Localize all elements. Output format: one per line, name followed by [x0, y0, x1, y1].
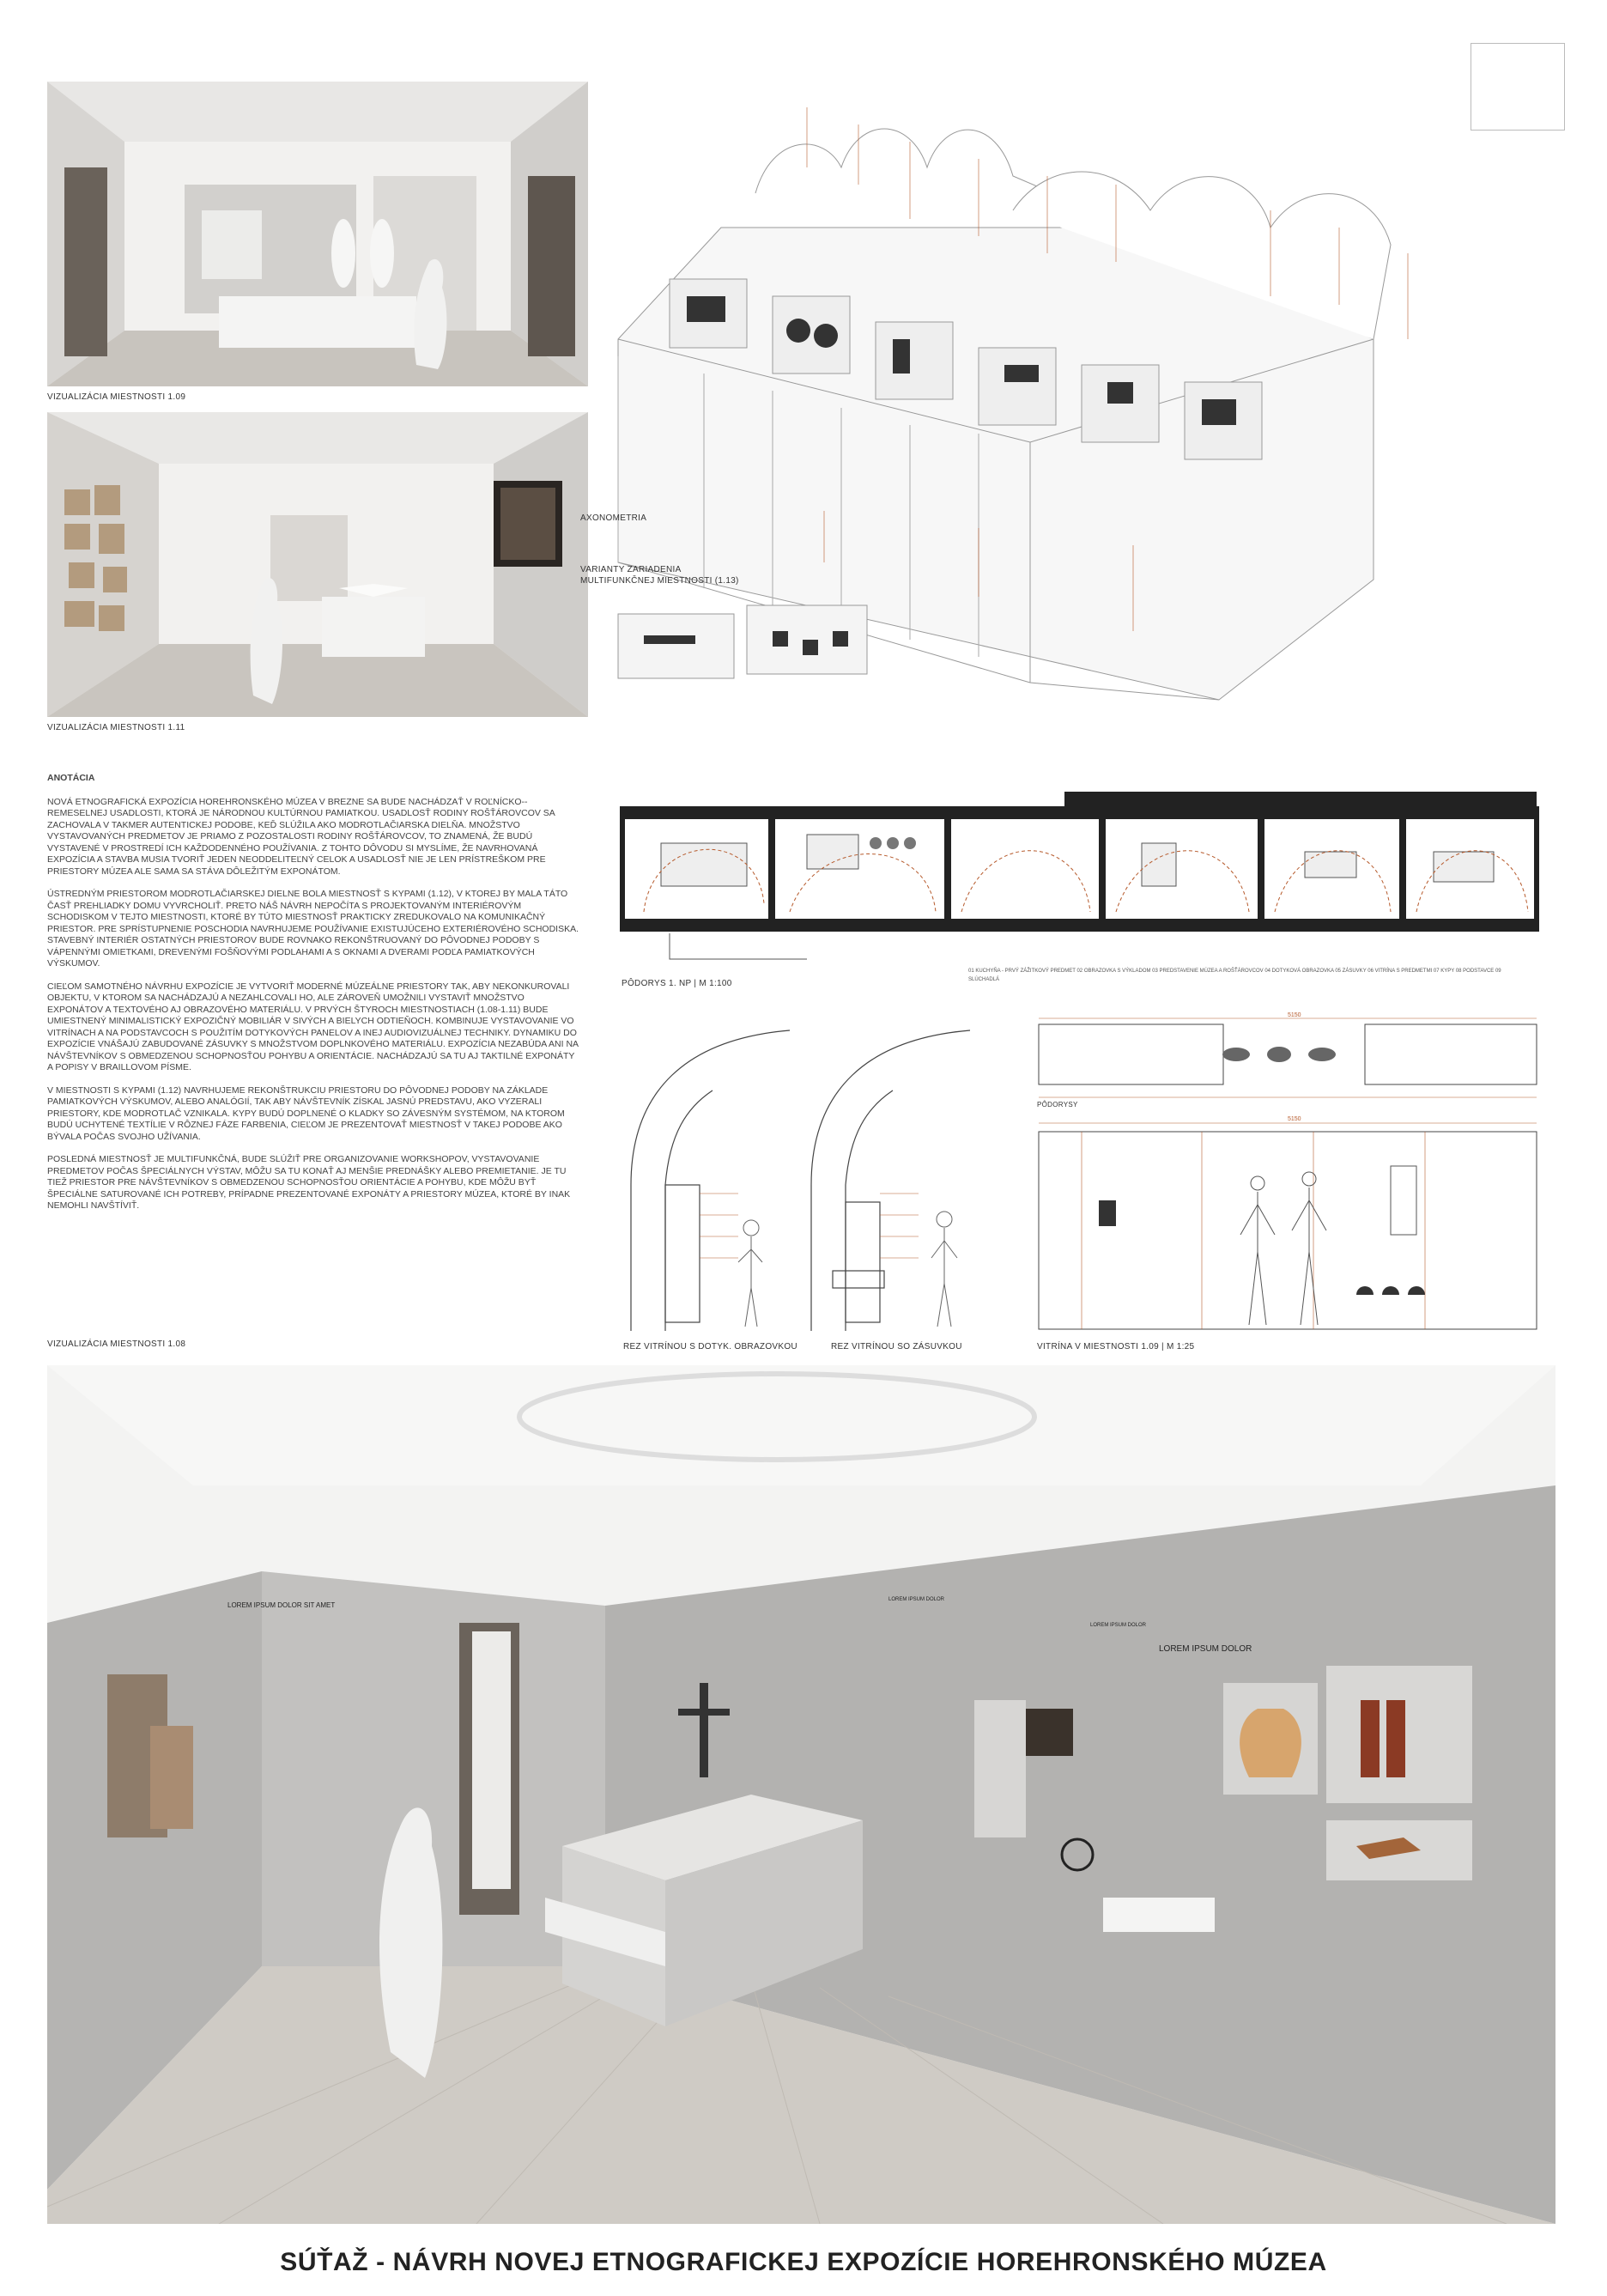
render-room-1-11 [47, 412, 588, 717]
render-room-1-09 [47, 82, 588, 386]
caption-viz-111: VIZUALIZÁCIA MIESTNOSTI 1.11 [47, 723, 185, 732]
vitrine-detail [1030, 1011, 1545, 1338]
poster-title: SÚŤAŽ - NÁVRH NOVEJ ETNOGRAFICKEJ EXPOZÍCIE HOREHRONSKÉHO MÚZEA [280, 2248, 1327, 2276]
anotacia-paragraph: NOVÁ ETNOGRAFICKÁ EXPOZÍCIA HOREHRONSKÉHO MÚZEA V BREZNE SA BUDE NACHÁDZAŤ V ROĽNÍCKO--REMESELNEJ USADLOSTI, KTORÁ JE NÁRODNOU KULTÚRNOU PAMIATKOU. USADLOSŤ RODINY ROŠŤÁROVCOV SA ZACHOVALA V TAKMER AUTENTICKEJ PODOBE, KEĎ SLÚŽILA AKO MODROTLAČIARSKA DIELŇA. MNOŽSTVO VYSTAVOVANÝCH PREDMETOV JE PRIAMO Z POZOSTALOSTI RODINY ROŠŤÁROVCOV, TO ZNAMENÁ, ŽE BUDÚ VYSTAVENÉ V PROSTREDÍ ICH KAŽDODENNÉHO POUŽÍVANIA. Z TOHTO DÔVODU SI MYSLÍME, ŽE NAVRHOVANÁ EXPOZÍCIA A STAVBA MUSIA TVORIŤ JEDEN NEODDELITEĽNÝ CELOK A USADLOSŤ NIE JE LEN PRÍSTREŠKOM PRE PRIESTORY MÚZEA ALE SAMA SA STÁVA DÔLEŽITÝM EXPONÁTOM. [47, 796, 555, 877]
caption-viz-108: VIZUALIZÁCIA MIESTNOSTI 1.08 [47, 1339, 186, 1349]
axonometry-drawing [601, 82, 1528, 751]
render-room-1-08 [47, 1365, 1555, 2224]
floor-plan [618, 783, 1541, 963]
plan-legend: 01 KUCHYŇA - PRVÝ ZÁŽITKOVÝ PREDMET 02 OBRAZOVKA S VÝKLADOM 03 PREDSTAVENIE MÚZEA A ROŠŤÁROVCOV 04 DOTYKOVÁ OBRAZOVKA 05 ZÁSUVKY 06 VITRÍNA S PREDMETMI 07 KYPY 08 PODSTAVCE 09 SLÚCHADLÁ [968, 969, 1501, 982]
svg-text:5150: 5150 [1288, 1116, 1301, 1122]
caption-viz-109: VIZUALIZÁCIA MIESTNOSTI 1.09 [47, 392, 186, 402]
caption-podorysy: PÔDORYSY [1037, 1101, 1078, 1109]
render-label-2: LOREM IPSUM DOLOR [1159, 1644, 1252, 1654]
anotacia-paragraph: POSLEDNÁ MIESTNOSŤ JE MULTIFUNKČNÁ, BUDE SLÚŽIŤ PRE ORGANIZOVANIE WORKSHOPOV, VYSTAVOVANIE PREDMETOV POČAS ŠPECIÁLNYCH VÝSTAV, MÔŽU SA TU KONAŤ AJ MENŠIE PREDNÁŠKY ALEBO PREMIETANIE. JE TU TIEŽ PRIESTOR PRE NÁVŠTEVNÍKOV S OBMEDZENOU SCHOPNOSŤOU ORIENTÁCIE A POHYBU, KDE MÔŽU BYŤ ŠPECIÁLNE SATUROVANÉ ICH POTREBY, PRÍPADNE PREZENTOVANÉ EXPONÁTY A PRIESTORY MÚZEA, KTORÉ BY INAK NEMOHLI NAVŠTÍVIŤ. [47, 1154, 571, 1211]
anotacia-paragraph: CIEĽOM SAMOTNÉHO NÁVRHU EXPOZÍCIE JE VYTVORIŤ MODERNÉ MÚZEÁLNE PRIESTORY TAK, ABY NEKONKUROVALI OBJEKTU, V KTOROM SA NACHÁDZAJÚ A NEZAHLCOVALI HO, ALE ZÁROVEŇ UMOŽNILI VYSTAVIŤ MNOŽSTVO EXPONÁTOV A TEXTOVÉHO AJ OBRAZOVÉHO MATERIÁLU. V PRVÝCH ŠTYROCH MIESTNOSTIACH (1.08-1.11) BUDE UMIESTNENÝ MINIMALISTICKÝ EXPOZIČNÝ MOBILIÁR V SIVÝCH A BIELYCH ODTIEŇOCH. KOMBINUJE VYSTAVOVANIE VO VITRÍNACH A NA PODSTAVCOCH S POUŽITÍM DOTYKOVÝCH PANELOV A INEJ AUDIOVIZUÁLNEJ TECHNIKY. DYNAMIKU DO EXPOZÍCIE VNÁŠAJÚ ZABUDOVANÉ ZÁSUVKY S MNOŽSTVOM DOPLNKOVÉHO MATERIÁLU. EXPOZÍCIA NEZABÚDA ANI NA NÁVŠTEVNÍKOV S OBMEDZENOU SCHOPNOSŤOU POHYBU A ORIENTÁCIE. NACHÁDZAJÚ SA TU AJ TAKTILNÉ EXPONÁTY A POPISY V BRAILLOVOM PÍSME. [47, 981, 579, 1072]
anotacia-heading: ANOTÁCIA [47, 773, 95, 783]
render-label-1: LOREM IPSUM DOLOR SIT AMET [227, 1601, 336, 1609]
anotacia-paragraph: V MIESTNOSTI S KYPAMI (1.12) NAVRHUJEME REKONŠTRUKCIU PRIESTORU DO PÔVODNEJ PODOBY NA ZÁKLADE PAMIATKOVÝCH VÝSKUMOV, ALEBO ANALÓGIÍ, TAK ABY NÁVŠTEVNÍK ZÍSKAL JASNÚ PREDSTAVU, AKO VYZERALI PRIESTORY, KDE MODROTLAČ VZNIKALA. KYPY BUDÚ DOPLNENÉ O KLADKY SO ZÁVESNÝM SYSTÉMOM, NA KTOROM BUDÚ UCHYTENÉ TEXTÍLIE V RÔZNEJ FÁZE FARBENIA, CIEĽOM JE PREZENTOVAŤ MIESTNOSŤ V TAKEJ PODOBE AKO BÝVALA POČAS SVOJHO UŽÍVANIA. [47, 1084, 565, 1142]
caption-rez2: REZ VITRÍNOU SO ZÁSUVKOU [831, 1342, 962, 1351]
section-drawings [618, 1013, 996, 1339]
render-label-3: LOREM IPSUM DOLOR [888, 1597, 945, 1602]
caption-axonometria: AXONOMETRIA [580, 513, 647, 523]
caption-vitrina: VITRÍNA V MIESTNOSTI 1.09 | M 1:25 [1037, 1342, 1195, 1351]
render-label-4: LOREM IPSUM DOLOR [1090, 1623, 1147, 1628]
anotacia-paragraph: ÚSTREDNÝM PRIESTOROM MODROTLAČIARSKEJ DIELNE BOLA MIESTNOSŤ S KYPAMI (1.12), V KTOREJ BY MALA TÁTO ČASŤ PREHLIADKY DOMU VYVRCHOLIŤ. PRETO NÁŠ NÁVRH NEPOČÍTA S PROJEKTOVANÝM INTERIÉROVÝM SCHODISKOM V TEJTO MIESTNOSTI, KTORÉ BY TÚTO MIESTNOSŤ PRAKTICKY ZREDUKOVALO NA KOMUNIKAČNÝ PRIESTOR. PRE SPRÍSTUPNENIE POSCHODIA NAVRHUJEME POUŽÍVANIE EXISTUJÚCEHO EXTERIÉROVÉHO SCHODISKA. STAVEBNÝ INTERIÉR OSTATNÝCH PRIESTOROV BUDE ROVNAKO REKONŠTRUOVANÝ DO PÔVODNEJ PODOBY S VÁPENNÝMI OMIETKAMI, DREVENÝMI FOŠŇOVÝMI PODLAHAMI A S OKNAMI A DVERAMI PODĽA PAMIATKOVÝCH VÝSKUMOV. [47, 889, 579, 969]
caption-podorys: PÔDORYS 1. NP | M 1:100 [622, 979, 732, 988]
caption-rez1: REZ VITRÍNOU S DOTYK. OBRAZOVKOU [623, 1342, 797, 1351]
anotacia-block [47, 773, 579, 1224]
caption-varianty: VARIANTY ZARIADENIA [580, 565, 682, 574]
svg-text:5150: 5150 [1288, 1012, 1301, 1018]
caption-varianty-2: MULTIFUNKČNEJ MIESTNOSTI (1.13) [580, 576, 739, 586]
